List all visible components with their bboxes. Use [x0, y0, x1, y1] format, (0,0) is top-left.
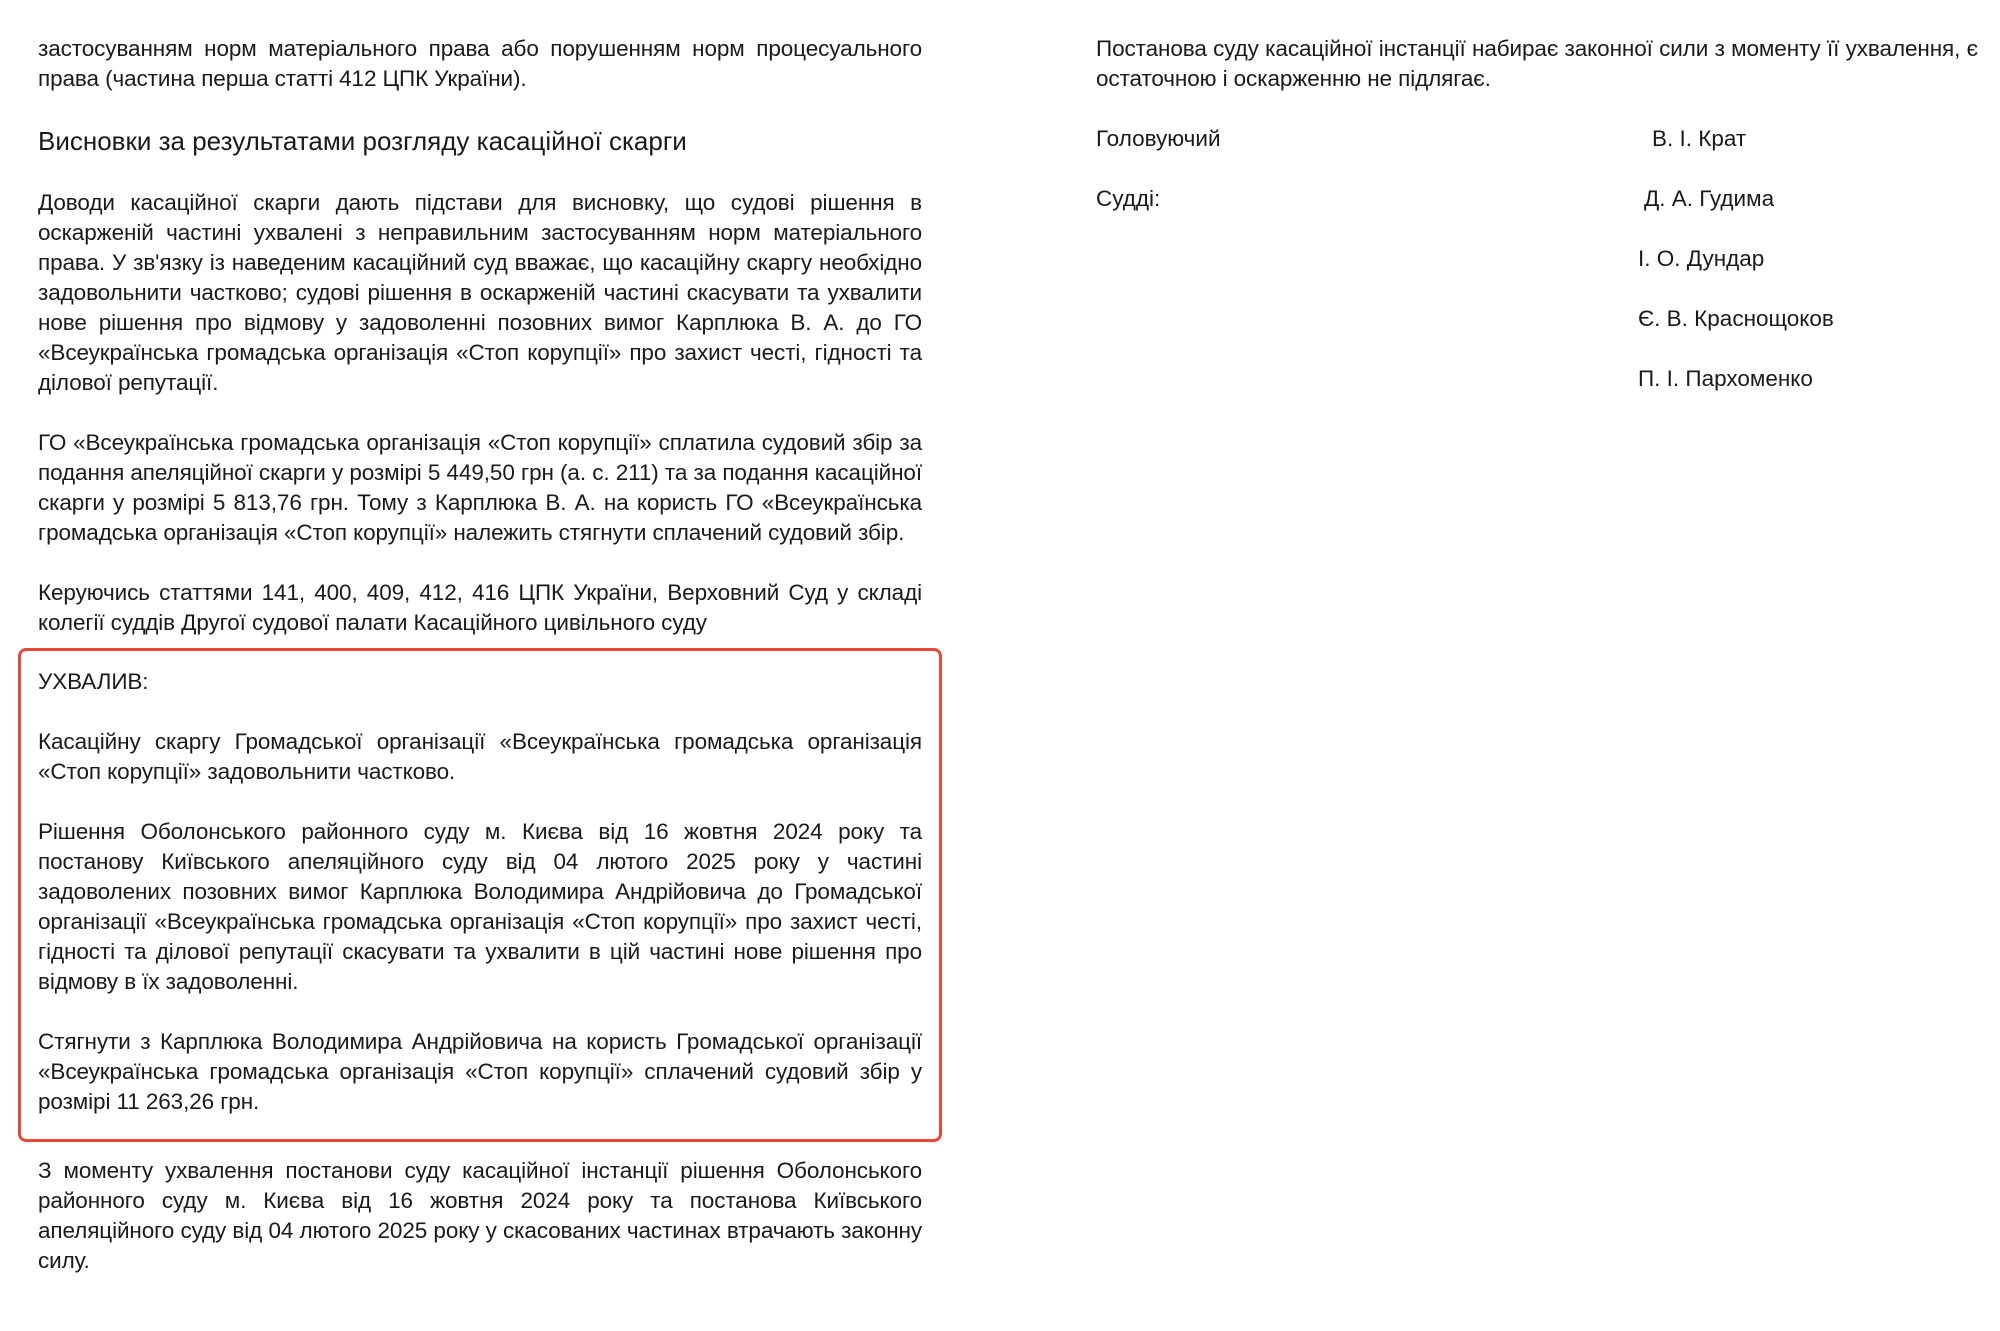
judge-name: П. І. Пархоменко	[1638, 366, 1813, 391]
judge-name: Д. А. Гудима	[1644, 186, 1775, 211]
judge-row	[1096, 304, 1978, 364]
court-fee-paragraph: ГО «Всеукраїнська громадська організація «Стоп корупції» сплатила судовий збір за подання апеляційної скарги у розмірі 5 449,50 грн (а. с. 211) та за подання касаційної скарги у розмірі 5 813,76 грн. Тому з Карплюка В. А. на користь ГО «Всеукраїнська громадська організація «Стоп корупції» належить стягнути сплачений судовий збір.	[38, 430, 922, 545]
section-heading: Висновки за результатами розгляду касаційної скарги	[38, 126, 687, 156]
conclusion-paragraph: Доводи касаційної скарги дають підстави для висновку, що судові рішення в оскарженій частині ухвалені з неправильним застосуванням норм матеріального права. У зв'язку із наведеним касаційний суд вважає, що касаційну скаргу необхідно задовольнити частково; судові рішення в оскарженій частині скасувати та ухвалити нове рішення про відмову у задоволенні позовних вимог Карплюка В. А. до ГО «Всеукраїнська громадська організація «Стоп корупції» про захист честі, гідності та ділової репутації.	[38, 190, 922, 395]
ruling-paragraph-1: Касаційну скаргу Громадської організації «Всеукраїнська громадська організація «Стоп корупції» задовольнити частково.	[38, 729, 922, 784]
left-column	[38, 34, 922, 1306]
guided-by-paragraph: Керуючись статтями 141, 400, 409, 412, 416 ЦПК України, Верховний Суд у складі колегії суддів Другої судової палати Касаційного цивільного суду	[38, 580, 922, 635]
judges-row	[1096, 184, 1978, 244]
judge-row	[1096, 244, 1978, 304]
intro-paragraph: застосуванням норм матеріального права або порушенням норм процесуального права (частина перша статті 412 ЦПК України).	[38, 36, 922, 91]
ruling-highlight-box	[18, 648, 942, 1142]
presiding-row	[1096, 124, 1978, 184]
presiding-label: Головуючий	[1096, 126, 1221, 151]
presiding-judge-name: В. І. Крат	[1652, 126, 1747, 151]
right-column	[1096, 34, 1978, 424]
final-ruling-paragraph: Постанова суду касаційної інстанції набирає законної сили з моменту її ухвалення, є остаточною і оскарженню не підлягає.	[1096, 36, 1978, 91]
judge-name: І. О. Дундар	[1638, 246, 1765, 271]
ruling-title: УХВАЛИВ:	[38, 669, 149, 694]
judge-name: Є. В. Краснощоков	[1638, 306, 1834, 331]
judges-label: Судді:	[1096, 186, 1161, 211]
legal-force-loss-paragraph: З моменту ухвалення постанови суду касаційної інстанції рішення Оболонського районного суду м. Києва від 16 жовтня 2024 року та постанова Київського апеляційного суду від 04 лютого 2025 року у скасованих частинах втрачають законну силу.	[38, 1158, 922, 1273]
judge-row	[1096, 364, 1978, 424]
ruling-paragraph-2: Рішення Оболонського районного суду м. Києва від 16 жовтня 2024 року та постанову Київського апеляційного суду від 04 лютого 2025 року у частині задоволених позовних вимог Карплюка Володимира Андрійовича до Громадської організації «Всеукраїнська громадська організація «Стоп корупції» про захист честі, гідності та ділової репутації скасувати та ухвалити в цій частині нове рішення про відмову в їх задоволенні.	[38, 819, 922, 994]
signatures-block	[1096, 124, 1978, 424]
ruling-paragraph-3: Стягнути з Карплюка Володимира Андрійовича на користь Громадської організації «Всеукраїнська громадська організація «Стоп корупції» сплачений судовий збір у розмірі 11 263,26 грн.	[38, 1029, 922, 1114]
